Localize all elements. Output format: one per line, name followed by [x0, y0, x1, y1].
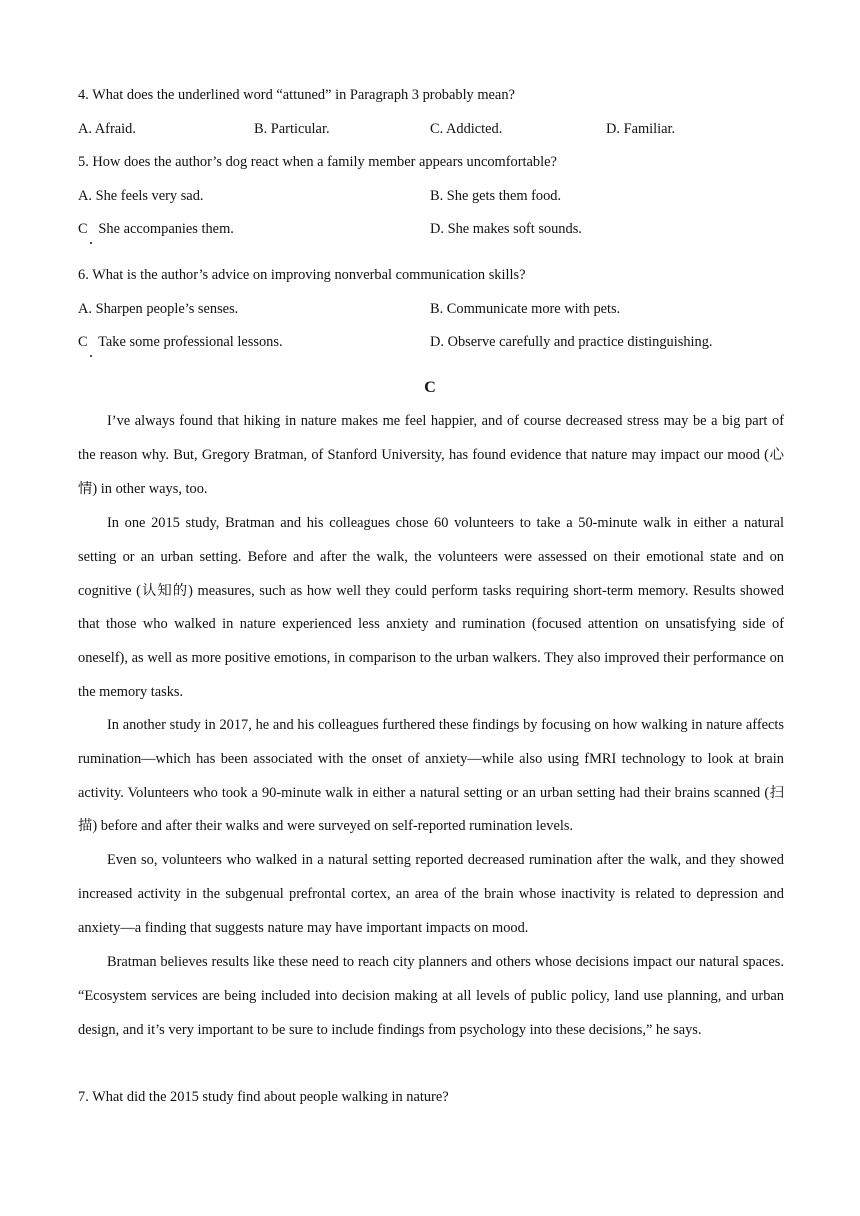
question-4-option-b: B. Particular. — [254, 121, 330, 137]
question-5-option-d: D. She makes soft sounds. — [430, 221, 582, 237]
question-7-stem: 7. What did the 2015 study find about people walking in nature? — [78, 1089, 449, 1105]
question-6-option-c: C Take some professional lessons. — [78, 334, 283, 350]
passage-paragraph-3: In another study in 2017, he and his colleagues furthered these findings by focusing on how walking in nature affects rumination—which has been associated with the onset of anxiety—while also using fMRI technology to look at brain activity. Volunteers who took a 90-minute walk in either a natural setting or an urban setting had their brains scanned (扫描) before and after their walks and were surveyed on self-reported rumination levels. — [78, 717, 784, 835]
question-6-option-a: A. Sharpen people’s senses. — [78, 301, 239, 317]
section-heading: C — [424, 379, 436, 396]
question-5-option-a: A. She feels very sad. — [78, 188, 204, 204]
option-marker-dot — [90, 242, 92, 244]
question-6-option-d: D. Observe carefully and practice distinguishing. — [430, 334, 713, 350]
question-6-stem: 6. What is the author’s advice on improving nonverbal communication skills? — [78, 267, 526, 283]
option-marker-dot — [90, 355, 92, 357]
passage-paragraph-1: I’ve always found that hiking in nature makes me feel happier, and of course decreased stress may be a big part of the reason why. But, Gregory Bratman, of Stanford University, has found evidence that nature may impact our mood (心情) in other ways, too. — [78, 413, 784, 497]
question-5-option-b: B. She gets them food. — [430, 188, 562, 204]
passage-paragraph-4: Even so, volunteers who walked in a natural setting reported decreased rumination after the walk, and they showed increased activity in the subgenual prefrontal cortex, an area of the brain whose inactivity is related to depression and anxiety—a finding that suggests nature may have important impacts on mood. — [78, 852, 784, 936]
question-5-option-c: C She accompanies them. — [78, 221, 234, 237]
question-4-option-a: A. Afraid. — [78, 121, 136, 137]
question-4-option-c: C. Addicted. — [430, 121, 503, 137]
passage-paragraph-2: In one 2015 study, Bratman and his colleagues chose 60 volunteers to take a 50-minute walk in either a natural setting or an urban setting. Before and after the walk, the volunteers were assessed on their emotional state and on cognitive (认知的) measures, such as how well they could perform tasks requiring short-term memory. Results showed that those who walked in nature experienced less anxiety and rumination (focused attention on unsatisfying side of oneself), as well as more positive emotions, in comparison to the urban walkers. They also improved their performance on the memory tasks. — [78, 515, 784, 700]
question-4-stem: 4. What does the underlined word “attuned” in Paragraph 3 probably mean? — [78, 87, 515, 103]
question-5-stem: 5. How does the author’s dog react when a family member appears uncomfortable? — [78, 154, 557, 170]
passage-paragraph-5: Bratman believes results like these need to reach city planners and others whose decisions impact our natural spaces. “Ecosystem services are being included into decision making at all levels of public policy, land use planning, and urban design, and it’s very important to be sure to include findings from psychology into these decisions,” he says. — [78, 954, 784, 1038]
question-4-option-d: D. Familiar. — [606, 121, 676, 137]
question-6-option-b: B. Communicate more with pets. — [430, 301, 621, 317]
